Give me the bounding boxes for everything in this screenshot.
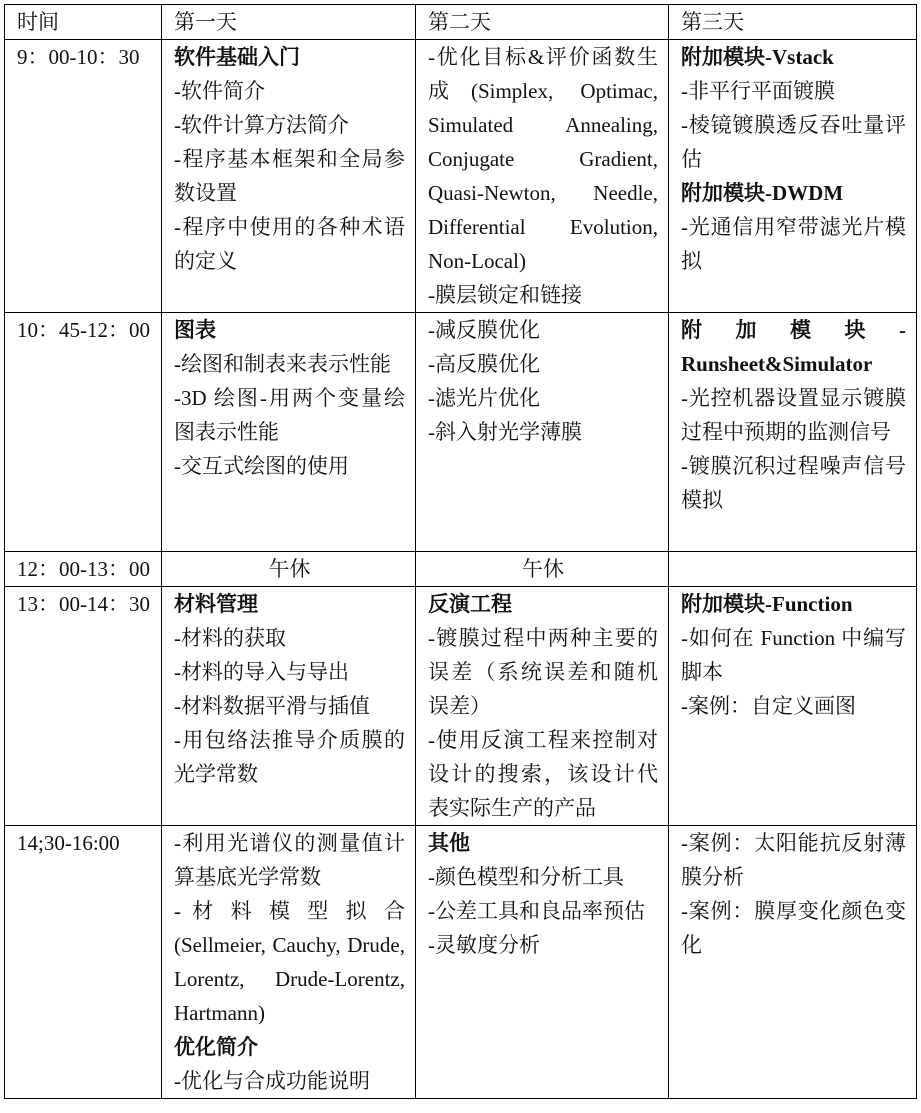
session-item: -案例：自定义画图 bbox=[681, 694, 856, 718]
session-item: -程序基本框架和全局参数设置 bbox=[174, 147, 405, 205]
day-2-cell bbox=[416, 40, 669, 313]
session-item: -膜层锁定和链接 bbox=[428, 283, 582, 307]
header-row bbox=[5, 5, 917, 40]
session-item: -使用反演工程来控制对设计的搜索，该设计代表实际生产的产品 bbox=[428, 728, 658, 820]
session-item: -光控机器设置显示镀膜过程中预期的监测信号 bbox=[681, 386, 906, 444]
course-schedule-table bbox=[4, 4, 917, 1099]
header-label: 第一天 bbox=[174, 10, 237, 34]
session-item: -镀膜沉积过程噪声信号模拟 bbox=[681, 454, 906, 512]
day-3-cell bbox=[669, 552, 917, 587]
session-title: 材料管理 bbox=[174, 592, 258, 616]
header-day-2 bbox=[416, 5, 669, 40]
session-item: -优化目标&评价函数生成(Simplex, Optimac, Simulated Annealing, Conjugate Gradient, Quasi-Newton, Needle, Differential Evolution, Non-Local) bbox=[428, 45, 658, 273]
day-1-cell bbox=[162, 552, 416, 587]
time-cell: 10：45-12：00 bbox=[5, 313, 162, 552]
session-item: -如何在 Function 中编写脚本 bbox=[681, 626, 906, 684]
day-2-cell bbox=[416, 552, 669, 587]
session-item: -软件简介 bbox=[174, 79, 265, 103]
session-title: 优化简介 bbox=[174, 1035, 258, 1059]
day-1-cell bbox=[162, 826, 416, 1099]
session-title: 附加模块-DWDM bbox=[681, 181, 844, 205]
day-3-cell bbox=[669, 313, 917, 552]
session-item: -案例：膜厚变化颜色变化 bbox=[681, 899, 906, 957]
session-item: -减反膜优化 bbox=[428, 318, 540, 342]
session-item: -软件计算方法简介 bbox=[174, 113, 349, 137]
time-cell: 14;30-16:00 bbox=[5, 826, 162, 1099]
header-label: 第二天 bbox=[428, 10, 491, 34]
session-item: -交互式绘图的使用 bbox=[174, 454, 349, 478]
header-day-3 bbox=[669, 5, 917, 40]
time-cell: 9：00-10：30 bbox=[5, 40, 162, 313]
session-item: -优化与合成功能说明 bbox=[174, 1069, 370, 1093]
session-item: -案例：太阳能抗反射薄膜分析 bbox=[681, 831, 906, 889]
session-title: 软件基础入门 bbox=[174, 45, 300, 69]
session-item: -镀膜过程中两种主要的误差（系统误差和随机误差） bbox=[428, 626, 658, 718]
schedule-row bbox=[5, 313, 917, 552]
session-title: 图表 bbox=[174, 318, 216, 342]
day-3-cell bbox=[669, 587, 917, 826]
day-2-cell bbox=[416, 313, 669, 552]
schedule-row bbox=[5, 587, 917, 826]
day-2-cell bbox=[416, 587, 669, 826]
day-1-cell bbox=[162, 40, 416, 313]
session-item: -滤光片优化 bbox=[428, 386, 540, 410]
session-item: -公差工具和良品率预估 bbox=[428, 899, 645, 923]
session-title: 附 加 模 块 -Runsheet&Simulator bbox=[681, 318, 906, 376]
session-item: -材料的获取 bbox=[174, 626, 286, 650]
session-item: -绘图和制表来表示性能 bbox=[174, 352, 391, 376]
session-item: -材料的导入与导出 bbox=[174, 660, 349, 684]
header-time bbox=[5, 5, 162, 40]
session-item: -材料数据平滑与插值 bbox=[174, 694, 370, 718]
session-title: 附加模块-Vstack bbox=[681, 45, 834, 69]
header-label: 第三天 bbox=[681, 10, 744, 34]
time-cell: 12：00-13：00 bbox=[5, 552, 162, 587]
day-1-cell bbox=[162, 587, 416, 826]
session-item: -灵敏度分析 bbox=[428, 933, 540, 957]
session-item: -光通信用窄带滤光片模拟 bbox=[681, 215, 906, 273]
session-item: -非平行平面镀膜 bbox=[681, 79, 835, 103]
session-item: -利用光谱仪的测量值计算基底光学常数 bbox=[174, 831, 405, 889]
session-title: 附加模块-Function bbox=[681, 592, 853, 616]
session-item: -用包络法推导介质膜的光学常数 bbox=[174, 728, 405, 786]
session-title: 其他 bbox=[428, 831, 470, 855]
session-item: -高反膜优化 bbox=[428, 352, 540, 376]
session-item: -斜入射光学薄膜 bbox=[428, 420, 582, 444]
session-item: -棱镜镀膜透反吞吐量评估 bbox=[681, 113, 906, 171]
day-2-cell bbox=[416, 826, 669, 1099]
break-label: 午休 bbox=[522, 557, 564, 581]
header-day-1 bbox=[162, 5, 416, 40]
schedule-row bbox=[5, 552, 917, 587]
time-cell: 13：00-14：30 bbox=[5, 587, 162, 826]
session-item: - 材 料 模 型 拟 合 (Sellmeier, Cauchy, Drude, Lorentz, Drude-Lorentz, Hartmann) bbox=[174, 899, 405, 1025]
day-3-cell bbox=[669, 40, 917, 313]
schedule-row bbox=[5, 40, 917, 313]
schedule-document bbox=[4, 4, 916, 1099]
session-item: -3D 绘图-用两个变量绘图表示性能 bbox=[174, 386, 405, 444]
schedule-row bbox=[5, 826, 917, 1099]
header-label: 时间 bbox=[17, 10, 59, 34]
day-3-cell bbox=[669, 826, 917, 1099]
break-label: 午休 bbox=[268, 557, 311, 581]
session-item: -颜色模型和分析工具 bbox=[428, 865, 624, 889]
session-item: -程序中使用的各种术语的定义 bbox=[174, 215, 405, 273]
session-title: 反演工程 bbox=[428, 592, 512, 616]
day-1-cell bbox=[162, 313, 416, 552]
